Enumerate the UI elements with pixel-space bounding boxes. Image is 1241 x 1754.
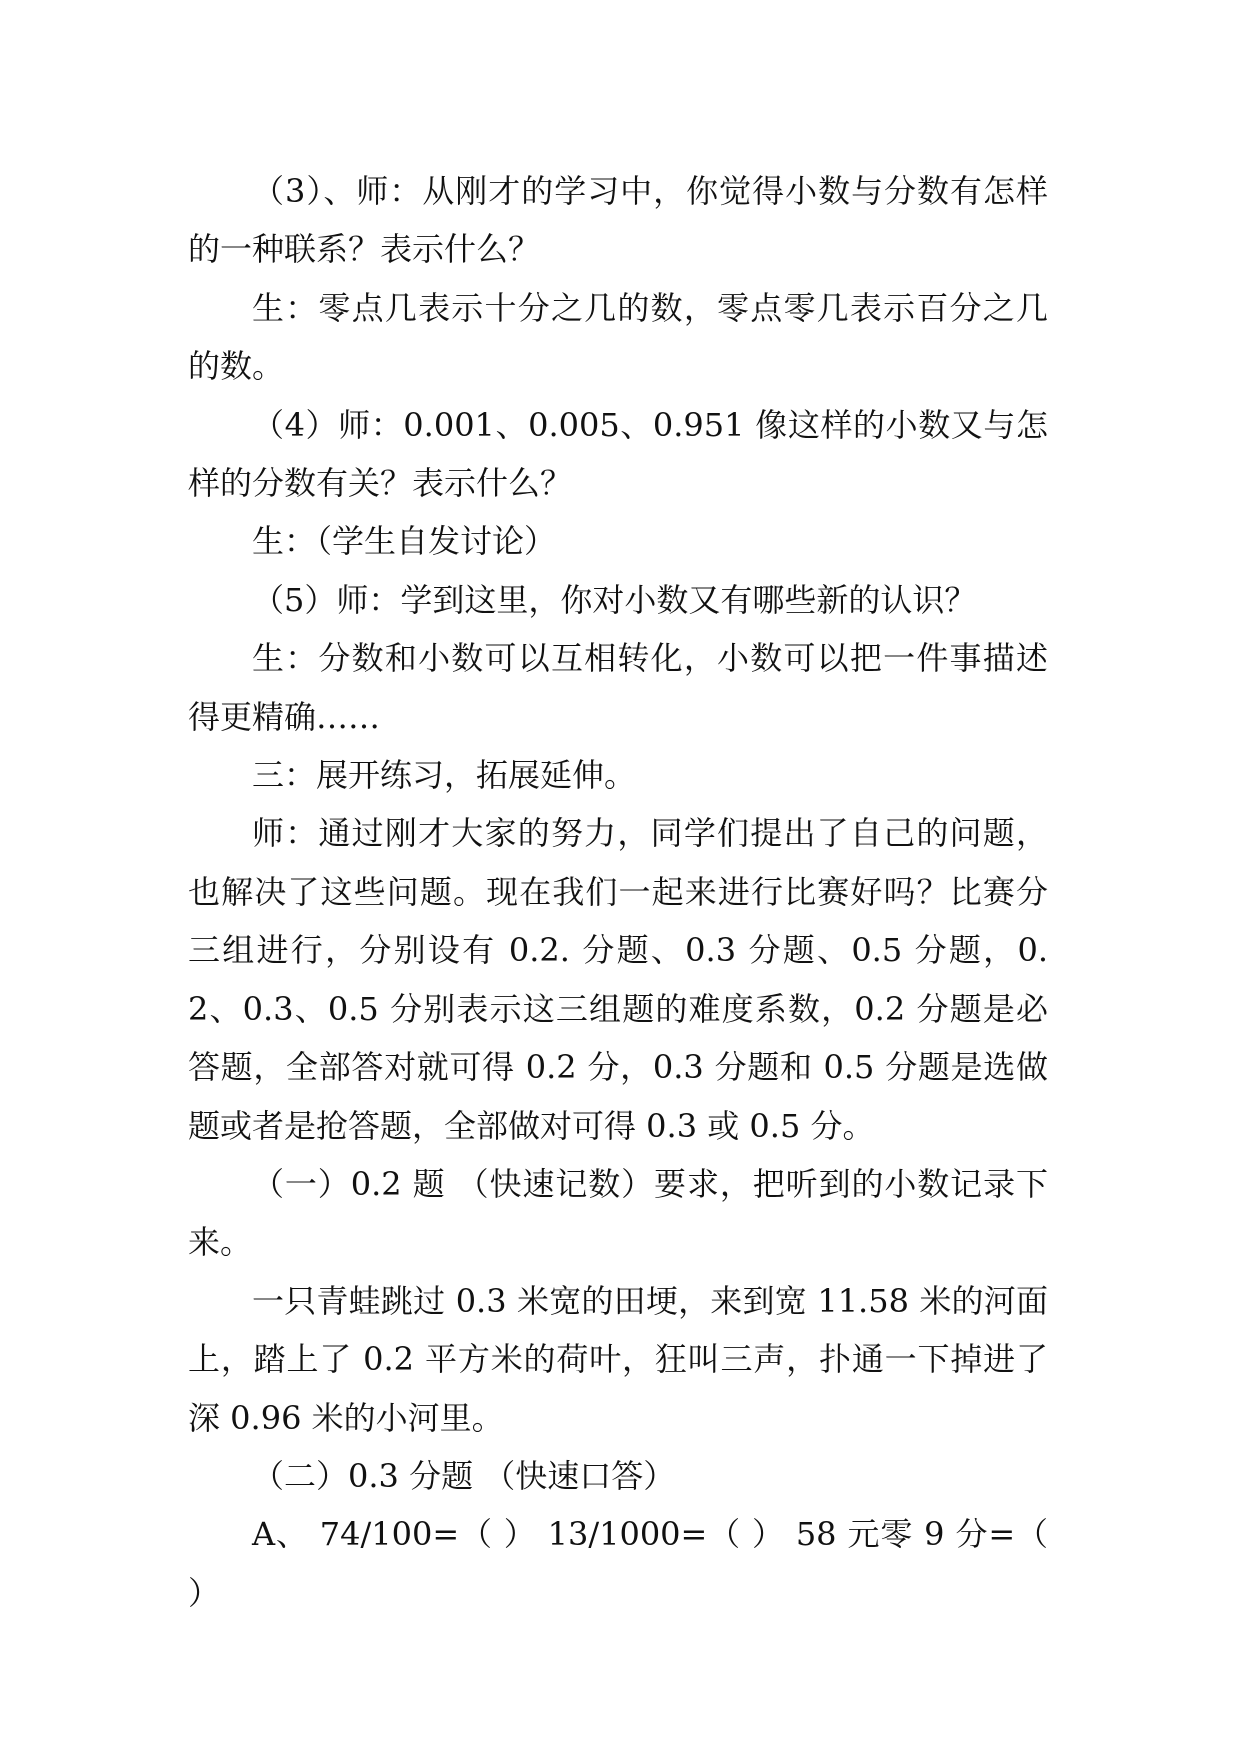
paragraph-frog-story: 一只青蛙跳过 0.3 米宽的田埂，来到宽 11.58 米的河面上，踏上了 0.2 平方米的荷叶，狂叫三声，扑通一下掉进了深 0.96 米的小河里。: [188, 1281, 1048, 1437]
paragraph-student-answer-2: 生：分数和小数可以互相转化，小数可以把一件事描述得更精确……: [188, 639, 1048, 736]
paragraph-task-0-3: （二）0.3 分题 （快速口答）: [252, 1456, 676, 1495]
paragraph-student-discussion: 生：（学生自发讨论）: [252, 522, 557, 561]
paragraph-teacher-question-4: （4）师：0.001、0.005、0.951 像这样的小数又与怎样的分数有关？表示什么？: [188, 405, 1048, 503]
paragraph-teacher-question-5: （5）师：学到这里，你对小数又有哪些新的认识？: [252, 580, 977, 619]
paragraph-student-answer-1: 生：零点几表示十分之几的数，零点零几表示百分之几的数。: [188, 288, 1048, 386]
section-heading-practice: 三：展开练习，拓展延伸。: [252, 756, 637, 795]
paragraph-competition-rules: 师：通过刚才大家的努力，同学们提出了自己的问题，也解决了这些问题。现在我们一起来进行比赛好吗？比赛分三组进行，分别设有 0.2. 分题、0.3 分题、0.5 分题，0.2、0.3、0.5 分别表示这三组题的难度系数，0.2 分题是必答题，全部答对就可得 0.2 分，0.3 分题和 0.5 分题是选做题或者是抢答题，全部做对可得 0.3 或 0.5 分。: [188, 814, 1048, 1145]
paragraph-task-0-2: （一）0.2 题 （快速记数）要求，把听到的小数记录下来。: [188, 1164, 1048, 1262]
paragraph-teacher-question-3: （3）、师：从刚才的学习中，你觉得小数与分数有怎样的一种联系？表示什么？: [188, 172, 1048, 269]
document-body: [188, 162, 1048, 1622]
paragraph-exercise-a: A、 74/100=（ ） 13/1000=（ ） 58 元零 9 分=（ ）: [188, 1515, 1048, 1612]
